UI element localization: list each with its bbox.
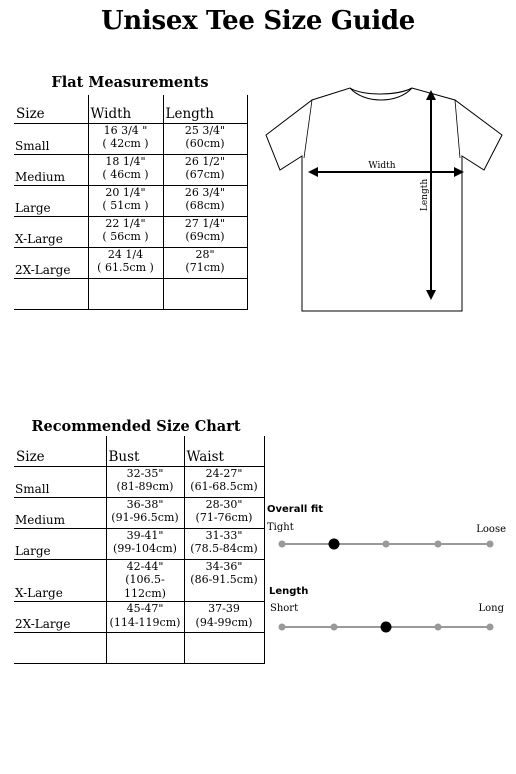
overall-fit-right-label: Loose: [476, 524, 506, 535]
flat-measurements-heading: Flat Measurements: [51, 74, 209, 91]
overall-scale-dot: [487, 541, 494, 548]
size-label: Small: [14, 466, 106, 497]
table-row-empty: [14, 632, 264, 663]
bust-cell: 42-44" (106.5-112cm): [106, 559, 184, 601]
waist-cell: 34-36" (86-91.5cm): [184, 559, 264, 601]
size-label: Large: [14, 528, 106, 559]
bust-cell: 45-47" (114-119cm): [106, 601, 184, 632]
size-label: X-Large: [14, 216, 88, 247]
overall-fit-scale: [270, 534, 502, 554]
flat-header-length: Length: [163, 95, 247, 123]
waist-cell: 28-30" (71-76cm): [184, 497, 264, 528]
length-fit-left-label: Short: [270, 603, 299, 614]
length-cell: 27 1/4" (69cm): [163, 216, 247, 247]
size-label: Medium: [14, 497, 106, 528]
length-scale-dot: [435, 624, 442, 631]
length-scale-dot: [279, 624, 286, 631]
table-row: [14, 247, 247, 278]
flat-header-size: Size: [14, 95, 88, 123]
rec-header-size: Size: [14, 436, 106, 466]
waist-cell: 37-39 (94-99cm): [184, 601, 264, 632]
size-label: 2X-Large: [14, 247, 88, 278]
table-row: [14, 559, 264, 601]
flat-measurements-table: [14, 95, 248, 310]
tshirt-diagram: [262, 80, 512, 320]
overall-scale-selected-dot: [329, 539, 340, 550]
table-row: [14, 497, 264, 528]
size-label: Large: [14, 185, 88, 216]
length-cell: 26 1/2" (67cm): [163, 154, 247, 185]
page-title: Unisex Tee Size Guide: [100, 6, 416, 36]
width-cell: 16 3/4 " ( 42cm ): [88, 123, 163, 154]
length-fit-label: Length: [269, 586, 309, 597]
overall-scale-dot: [435, 541, 442, 548]
waist-cell: 31-33" (78.5-84cm): [184, 528, 264, 559]
length-fit-right-label: Long: [478, 603, 504, 614]
width-cell: 22 1/4" ( 56cm ): [88, 216, 163, 247]
table-row: [14, 528, 264, 559]
width-cell: 18 1/4" ( 46cm ): [88, 154, 163, 185]
length-scale-dot: [331, 624, 338, 631]
overall-scale-dot: [383, 541, 390, 548]
length-scale-selected-dot: [381, 622, 392, 633]
overall-fit-label: Overall fit: [267, 504, 324, 515]
table-row: [14, 601, 264, 632]
size-label: X-Large: [14, 559, 106, 601]
width-cell: 20 1/4" ( 51cm ): [88, 185, 163, 216]
size-label: 2X-Large: [14, 601, 106, 632]
size-label: Medium: [14, 154, 88, 185]
table-row-empty: [14, 278, 247, 309]
bust-cell: 32-35" (81-89cm): [106, 466, 184, 497]
waist-cell: 24-27" (61-68.5cm): [184, 466, 264, 497]
table-row: [14, 154, 247, 185]
length-fit-scale: [270, 617, 502, 637]
recommended-size-table: [14, 436, 265, 664]
flat-header-width: Width: [88, 95, 163, 123]
size-label: Small: [14, 123, 88, 154]
length-cell: 28" (71cm): [163, 247, 247, 278]
length-cell: 26 3/4" (68cm): [163, 185, 247, 216]
rec-header-bust: Bust: [106, 436, 184, 466]
table-row: [14, 185, 247, 216]
length-label: Length: [420, 178, 430, 212]
width-label: Width: [368, 161, 396, 171]
tshirt-outline: [266, 88, 502, 311]
overall-scale-dot: [279, 541, 286, 548]
rec-header-waist: Waist: [184, 436, 264, 466]
width-cell: 24 1/4 ( 61.5cm ): [88, 247, 163, 278]
bust-cell: 36-38" (91-96.5cm): [106, 497, 184, 528]
table-row: [14, 216, 247, 247]
length-scale-dot: [487, 624, 494, 631]
recommended-size-heading: Recommended Size Chart: [31, 418, 241, 435]
table-row: [14, 466, 264, 497]
table-row: [14, 123, 247, 154]
overall-fit-left-label: Tight: [267, 522, 294, 533]
length-cell: 25 3/4" (60cm): [163, 123, 247, 154]
bust-cell: 39-41" (99-104cm): [106, 528, 184, 559]
